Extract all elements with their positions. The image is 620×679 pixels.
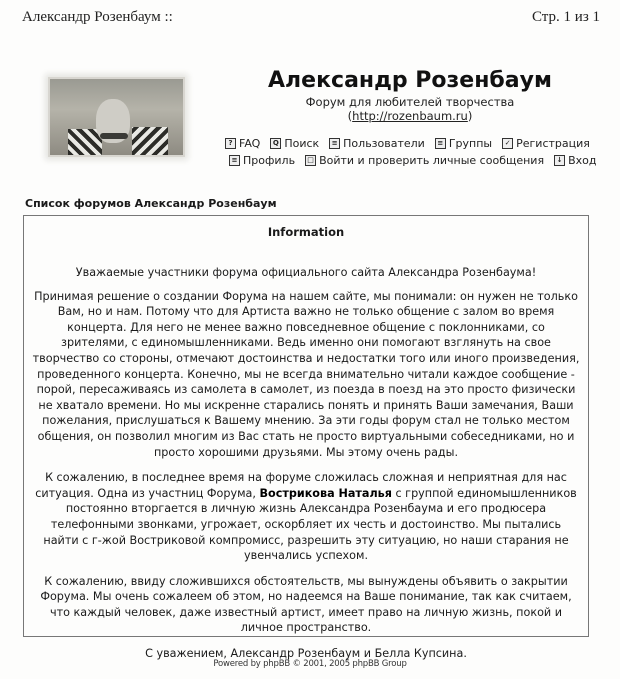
powered-by-footer: Powered by phpBB © 2001, 2005 phpBB Group [213,659,407,669]
site-url-line [225,109,595,123]
information-panel [23,215,589,661]
nav-profile-label: Профиль [243,154,296,167]
site-logo[interactable] [48,77,185,157]
info-highlighted-name: Вострикова Наталья [259,486,392,500]
nav-row-2 [229,152,605,169]
nav-members-label: Пользователи [343,137,425,150]
main-nav [225,135,605,169]
info-paragraph-2-end: с группой единомышленников постоянно вторгается в личную жизнь Александра Розенбаума и его продюсера телефонными звонками, угрожает, оскорбляет их честь и достоинство. Мы пытались найти с г-жой Востриковой компромисс, разрешить эту ситуацию, но наши старания не увенчались успехом. [43,486,577,563]
nav-groups-label: Группы [448,137,493,150]
logo-mustache [100,133,128,139]
nav-register-label: Регистрация [516,137,590,150]
nav-search[interactable] [270,137,319,150]
nav-search-label: Поиск [284,137,320,150]
info-paragraph-1: Принимая решение о создании Форума на нашем сайте, мы понимали: он нужен не только Вам, но и нам. Потому что для Артиста важно не только общение с залом во время концерта. Для него не менее важно повседневное общение с поклонниками, со зрителями, с единомышленниками. Ведь именно они помогают взглянуть на свое творчество со стороны, отмечают достоинства и недостатки того или иного произведения, проведенного концерта. Конечно, мы не всегда внимательно читали каждое сообщение - порой, пересаживаясь из самолета в самолет, из поезда в поезд на это просто физически не хватало времени. Но мы искренне старались понять и принять Ваши замечания, Ваши пожелания, прислушаться к Вашему мнению. За эти годы форум стал не только местом общения, он позволил многим из Вас стать не просто виртуальными собеседниками, но и просто хорошими друзьями. Мы этому очень рады. [32,289,580,459]
nav-messages[interactable] [305,154,544,167]
forum-index-link[interactable]: Список форумов Александр Розенбаум [25,197,277,210]
faq-icon: ? [225,138,236,149]
groups-icon: ≡ [435,138,446,149]
info-greeting: Уважаемые участники форума официального сайта Александра Розенбаума! [75,266,537,279]
url-close-paren: ) [467,109,473,123]
nav-faq[interactable] [225,137,260,150]
register-icon: ✓ [502,138,513,149]
print-page-indicator: Стр. 1 из 1 [532,9,600,25]
nav-faq-label: FAQ [239,137,261,150]
members-icon: ≡ [329,138,340,149]
information-title: Information [267,225,345,239]
nav-login-label: Вход [568,154,597,167]
nav-members[interactable] [329,137,425,150]
nav-messages-label: Войти и проверить личные сообщения [319,154,545,167]
info-paragraph-3: К сожалению, ввиду сложившихся обстоятельств, мы вынуждены объявить о закрытии Форума. Мы очень сожалеем об этом, но надеемся на Ваше понимание, так как считаем, что каждый человек, даже известный артист, имеет право на личную жизнь, покой и личное пространство. [40,574,572,635]
nav-profile[interactable] [229,154,295,167]
nav-row-1 [225,135,605,152]
nav-groups[interactable] [435,137,492,150]
info-paragraph-2-start: К сожалению, в последнее время на форуме сложилась сложная и неприятная для нас ситуация. Одна из участниц Форума, [35,471,567,500]
nav-register[interactable] [502,137,590,150]
site-description: Форум для любителей творчества [305,95,515,109]
site-title: Александр Розенбаум [268,68,552,93]
nav-login[interactable] [554,154,596,167]
messages-icon: □ [305,155,316,166]
info-paragraph-2 [32,470,580,564]
print-header-title: Александр Розенбаум :: [22,9,173,25]
information-body [24,265,588,662]
site-header [225,68,595,123]
profile-icon: ≡ [229,155,240,166]
search-icon: Q [270,138,281,149]
login-icon: ↓ [554,155,565,166]
url-open-paren: ( [347,109,353,123]
info-signature: С уважением, Александр Розенбаум и Белла Купсина. [145,647,467,661]
logo-shirt-right [132,127,168,155]
site-url-link[interactable]: http://rozenbaum.ru [352,109,468,123]
